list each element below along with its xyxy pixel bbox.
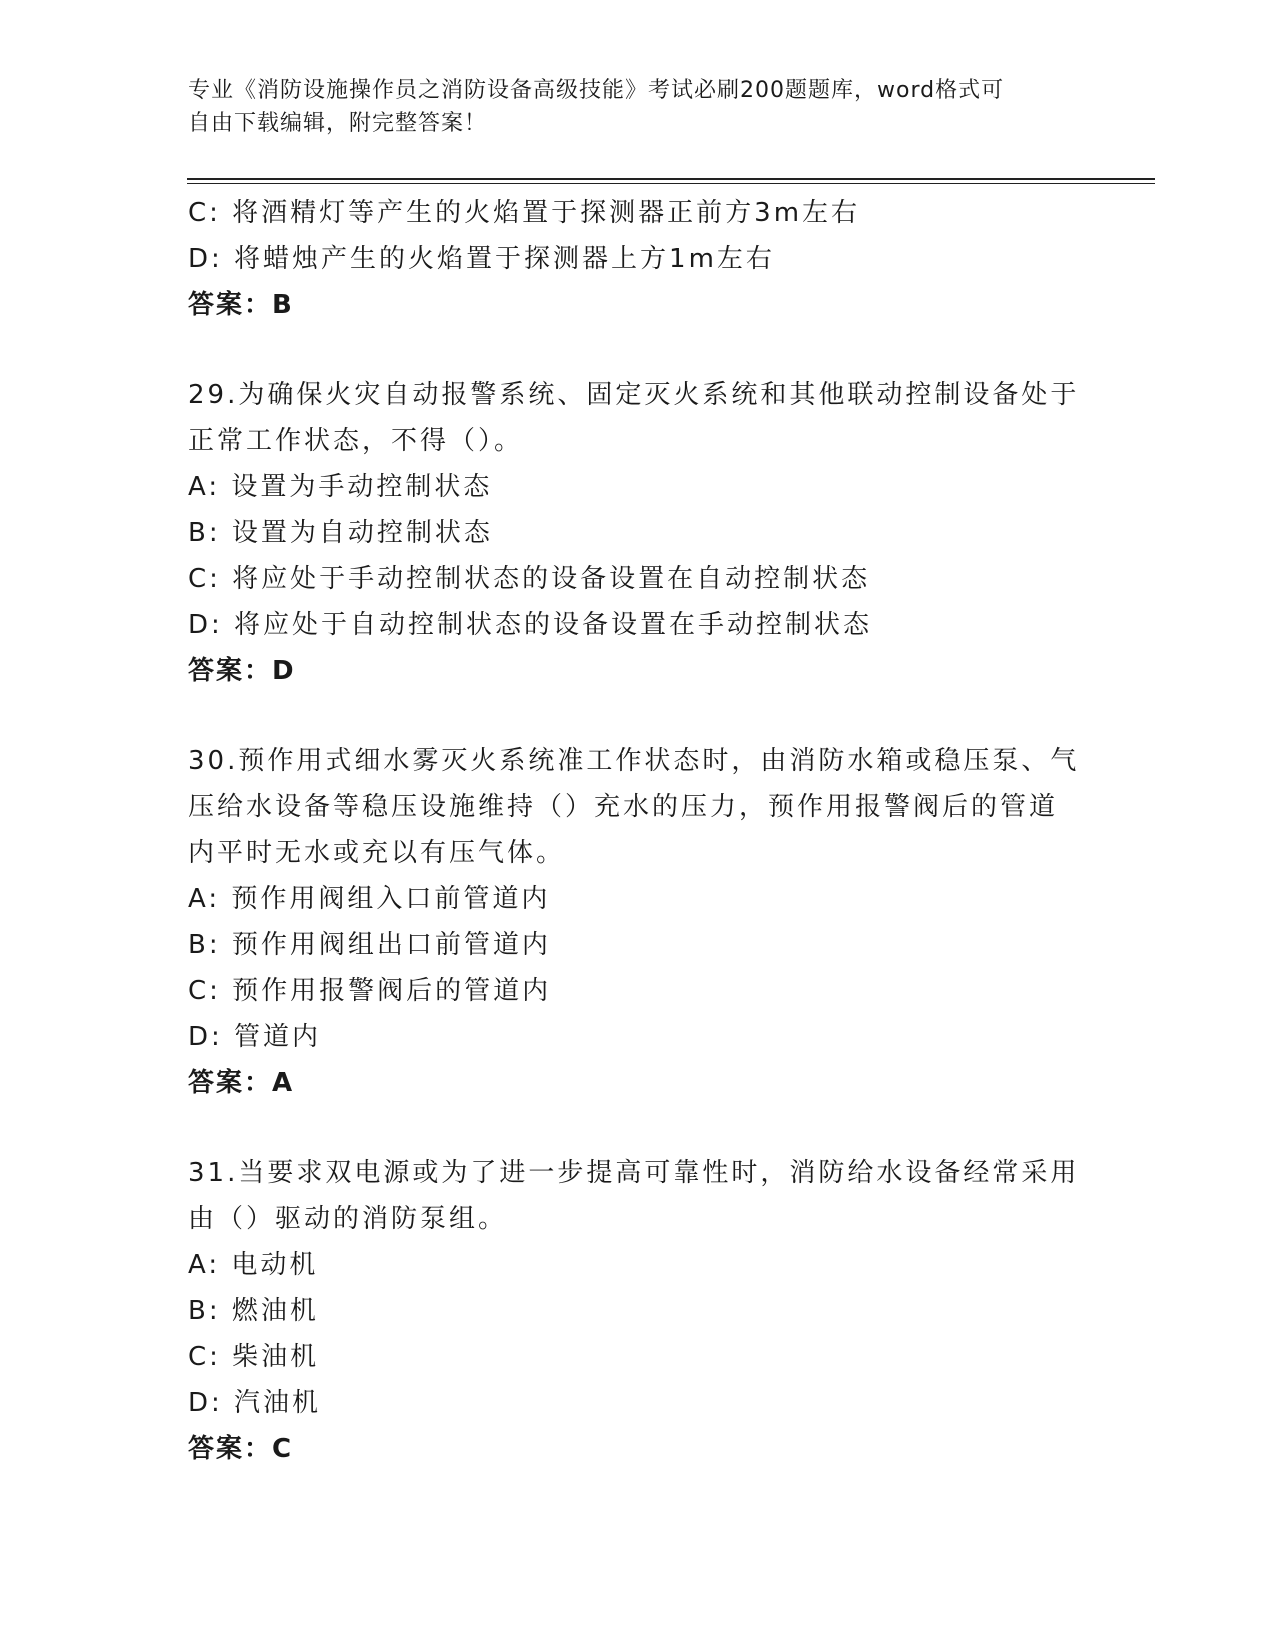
document-header: [188, 74, 1088, 140]
option-c: C: 将应处于手动控制状态的设备设置在自动控制状态: [188, 564, 871, 594]
header-rule-thick: [187, 178, 1155, 180]
option-b: B: 燃油机: [188, 1296, 319, 1326]
answer: 答案：D: [188, 656, 296, 686]
question-stem: 内平时无水或充以有压气体。: [188, 838, 566, 868]
question-stem: 由（）驱动的消防泵组。: [188, 1204, 508, 1234]
question-31: [188, 1150, 1088, 1472]
header-line-1: 专业《消防设施操作员之消防设备高级技能》考试必刷200题题库，word格式可: [188, 78, 1005, 103]
question-28-tail: [188, 190, 1088, 328]
option-b: B: 预作用阀组出口前管道内: [188, 930, 551, 960]
option-c: C: 预作用报警阀后的管道内: [188, 976, 552, 1006]
answer: 答案：A: [188, 1068, 295, 1098]
option-a: A: 电动机: [188, 1250, 319, 1280]
option-b: B: 设置为自动控制状态: [188, 518, 493, 548]
option-a: A: 预作用阀组入口前管道内: [188, 884, 551, 914]
question-separator: [188, 328, 1088, 372]
question-stem: 压给水设备等稳压设施维持（）充水的压力，预作用报警阀后的管道: [188, 792, 1059, 822]
header-rule-thin: [187, 183, 1155, 184]
question-stem: 30.预作用式细水雾灭火系统准工作状态时，由消防水箱或稳压泵、气: [188, 746, 1080, 776]
option-a: A: 设置为手动控制状态: [188, 472, 493, 502]
answer: 答案：C: [188, 1434, 294, 1464]
option-d: D: 将蜡烛产生的火焰置于探测器上方1m左右: [188, 244, 775, 274]
question-stem: 29.为确保火灾自动报警系统、固定灭火系统和其他联动控制设备处于: [188, 380, 1080, 410]
option-c: C: 柴油机: [188, 1342, 320, 1372]
option-d: D: 管道内: [188, 1022, 322, 1052]
question-list: [188, 190, 1088, 1472]
option-d: D: 汽油机: [188, 1388, 322, 1418]
question-30: [188, 738, 1088, 1106]
question-separator: [188, 1106, 1088, 1150]
question-stem: 31.当要求双电源或为了进一步提高可靠性时，消防给水设备经常采用: [188, 1158, 1080, 1188]
header-line-2: 自由下载编辑，附完整答案！: [188, 111, 488, 136]
option-d: D: 将应处于自动控制状态的设备设置在手动控制状态: [188, 610, 873, 640]
option-c: C: 将酒精灯等产生的火焰置于探测器正前方3m左右: [188, 198, 861, 228]
question-separator: [188, 694, 1088, 738]
question-stem: 正常工作状态，不得（）。: [188, 426, 524, 456]
answer: 答案：B: [188, 290, 294, 320]
question-29: [188, 372, 1088, 694]
